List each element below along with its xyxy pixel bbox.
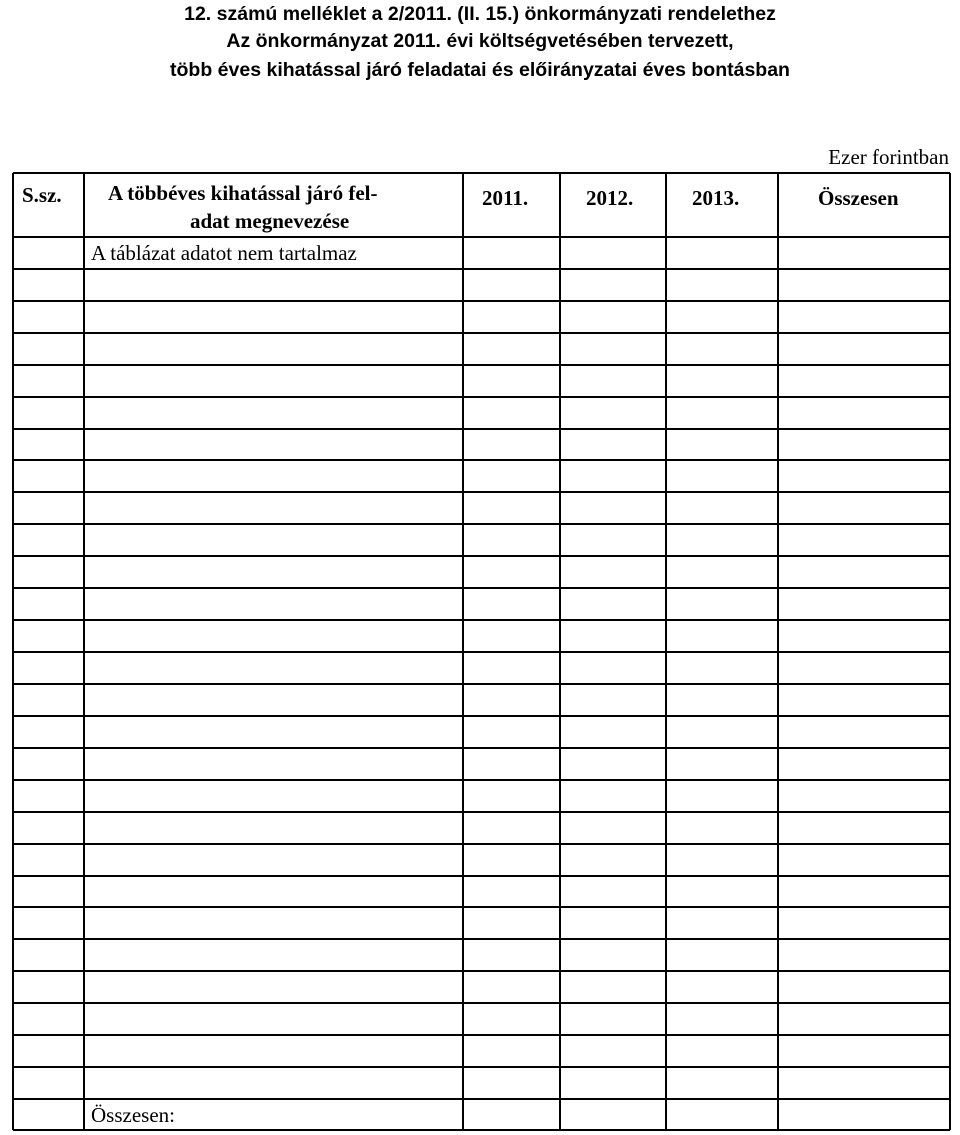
document-title-line3: több éves kihatással járó feladatai és előirányzatai éves bontásban	[170, 59, 790, 81]
column-header-total: Összesen	[818, 186, 899, 210]
document-title-line1: 12. számú melléklet a 2/2011. (II. 15.) önkormányzati rendelethez	[184, 3, 776, 25]
column-header-2011: 2011.	[482, 186, 529, 210]
document-title-line2: Az önkormányzat 2011. évi költségvetésében tervezett,	[226, 30, 734, 52]
unit-label: Ezer forintban	[828, 145, 949, 169]
column-header-name-line1: A többéves kihatással járó fel-	[108, 181, 378, 205]
column-header-2012: 2012.	[586, 186, 634, 210]
table-row-note: A táblázat adatot nem tartalmaz	[91, 241, 357, 265]
column-header-2013: 2013.	[692, 186, 740, 210]
total-row-label: Összesen:	[91, 1103, 175, 1127]
column-header-name-line2: adat megnevezése	[190, 209, 350, 233]
column-header-ssz: S.sz.	[22, 183, 62, 207]
